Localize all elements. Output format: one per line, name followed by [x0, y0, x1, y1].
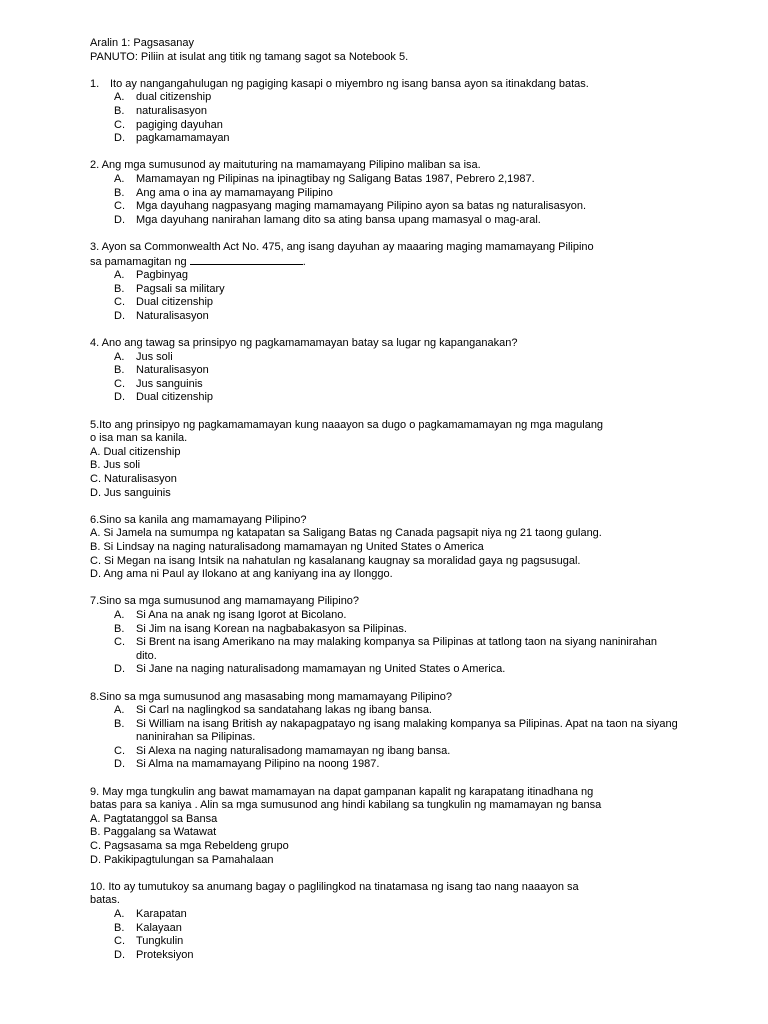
question-10-text-cont: batas.	[90, 894, 120, 907]
question-6	[90, 514, 680, 582]
option-text: pagiging dayuhan	[136, 118, 223, 131]
question-1-stem	[90, 78, 680, 92]
option-letter: D.	[114, 391, 125, 404]
question-2-options	[90, 173, 680, 227]
question-1-options	[90, 91, 680, 145]
option-a	[114, 173, 680, 187]
option-b	[114, 187, 680, 201]
option-d	[114, 132, 680, 146]
option-c: C. Si Megan na isang Intsik na nahatulan ng kasalanang kaugnay sa moralidad gaya ng pagsusugal.	[90, 554, 581, 567]
question-7-text: 7.Sino sa mga sumusunod ang mamamayang Pilipino?	[90, 595, 360, 608]
question-7	[90, 595, 680, 677]
option-text: pagkamamamayan	[136, 132, 230, 145]
option-b	[114, 364, 680, 378]
option-c: C. Naturalisasyon	[90, 473, 177, 485]
option-text: Tungkulin	[136, 935, 184, 948]
option-letter: A.	[114, 269, 125, 282]
option-a	[114, 351, 680, 365]
option-letter: A.	[114, 908, 125, 920]
worksheet-page	[90, 37, 680, 962]
option-d	[114, 663, 680, 677]
option-d	[114, 214, 680, 228]
option-text: Mamamayan ng Pilipinas na ipinagtibay ng Saligang Batas 1987, Pebrero 2,1987.	[136, 172, 535, 185]
option-b	[114, 718, 680, 745]
option-letter: A.	[114, 91, 125, 104]
option-text: Karapatan	[136, 908, 187, 920]
question-5-text: 5.Ito ang prinsipyo ng pagkamamamayan kung naaayon sa dugo o pagkamamamayan ng mga magulang	[90, 418, 604, 431]
question-3	[90, 241, 680, 324]
option-letter: C.	[114, 935, 125, 948]
option-letter: B.	[114, 921, 125, 934]
option-c	[114, 636, 680, 663]
question-4	[90, 337, 680, 405]
option-b	[114, 105, 680, 119]
question-3-end-punct: .	[302, 255, 306, 268]
instruction-text: PANUTO: Piliin at isulat ang titik ng tamang sagot sa Notebook 5.	[90, 50, 409, 63]
question-8-options	[90, 704, 680, 772]
option-text: Jus soli	[136, 350, 173, 363]
option-c	[114, 745, 680, 759]
option-letter: A.	[114, 704, 125, 717]
option-letter: C.	[114, 296, 125, 309]
option-letter: B.	[114, 186, 125, 199]
option-letter: D.	[114, 309, 125, 322]
question-10	[90, 881, 680, 963]
option-text: Si Jim na isang Korean na nagbabakasyon sa Pilipinas.	[136, 622, 407, 635]
question-5-options	[90, 446, 680, 500]
option-c	[114, 296, 680, 310]
worksheet-title: Aralin 1: Pagsasanay	[90, 37, 194, 49]
option-b: B. Jus soli	[90, 459, 141, 472]
option-a	[114, 704, 680, 718]
question-7-options	[90, 609, 680, 677]
option-a: A. Pagtatanggol sa Bansa	[90, 812, 218, 825]
option-d: D. Jus sanguinis	[90, 486, 171, 499]
question-1-number: 1.	[90, 77, 100, 90]
option-c	[114, 378, 680, 392]
question-5	[90, 419, 680, 501]
question-9-text: 9. May mga tungkulin ang bawat mamamayan na dapat gampanan kapalit ng karapatang itinadhana ng	[90, 785, 594, 798]
option-letter: B.	[114, 622, 125, 635]
question-9	[90, 786, 680, 868]
option-b: B. Paggalang sa Watawat	[90, 826, 217, 839]
option-d: D. Ang ama ni Paul ay Ilokano at ang kaniyang ina ay Ilonggo.	[90, 568, 393, 581]
option-c: C. Pagsasama sa mga Rebeldeng grupo	[90, 840, 289, 853]
option-a	[114, 609, 680, 623]
question-6-text: 6.Sino sa kanila ang mamamayang Pilipino?	[90, 513, 307, 526]
option-letter: D.	[114, 132, 125, 145]
option-letter: B.	[114, 364, 125, 377]
option-text: Si Ana na anak ng isang Igorot at Bicolano.	[136, 608, 347, 621]
option-letter: D.	[114, 213, 125, 226]
option-letter: C.	[114, 377, 125, 390]
option-letter: C.	[114, 636, 125, 649]
question-4-text: 4. Ano ang tawag sa prinsipyo ng pagkamamamayan batay sa lugar ng kapanganakan?	[90, 337, 518, 350]
option-letter: B.	[114, 104, 125, 117]
question-2-text: 2. Ang mga sumusunod ay maituturing na mamamayang Pilipino maliban sa isa.	[90, 159, 481, 172]
question-4-options	[90, 351, 680, 405]
option-text: Ang ama o ina ay mamamayang Pilipino	[136, 186, 333, 199]
option-a	[114, 269, 680, 283]
option-d	[114, 758, 680, 772]
question-10-text: 10. Ito ay tumutukoy sa anumang bagay o paglilingkod na tinatamasa ng isang tao nang naaayon sa	[90, 880, 579, 893]
option-text: Mga dayuhang nagpasyang maging mamamayang Pilipino ayon sa batas ng naturalisasyon.	[136, 200, 587, 213]
question-8-text: 8.Sino sa mga sumusunod ang masasabing mong mamamayang Pilipino?	[90, 690, 452, 703]
option-letter: D.	[114, 948, 125, 961]
option-text: Naturalisasyon	[136, 364, 209, 377]
option-letter: A.	[114, 172, 125, 185]
question-5-text-cont: o isa man sa kanila.	[90, 432, 188, 445]
option-text: naturalisasyon	[136, 104, 207, 117]
option-letter: B.	[114, 282, 125, 295]
option-d	[114, 949, 680, 963]
question-9-options	[90, 813, 680, 867]
option-a: A. Dual citizenship	[90, 445, 181, 458]
question-1	[90, 78, 680, 146]
option-text: Proteksiyon	[136, 948, 194, 961]
option-text: Dual citizenship	[136, 391, 214, 404]
option-c	[114, 200, 680, 214]
option-a	[114, 91, 680, 105]
option-text: Si William na isang British ay nakapagpatayo ng isang malaking kompanya sa Pilipinas. Apat na taon na siyang naninirahan sa Pilipinas.	[136, 717, 678, 744]
option-a: A. Si Jamela na sumumpa ng katapatan sa Saligang Batas ng Canada pagsapit niya ng 21 taong gulang.	[90, 527, 602, 540]
option-letter: C.	[114, 744, 125, 757]
option-c	[114, 119, 680, 133]
option-letter: A.	[114, 608, 125, 621]
option-b: B. Si Lindsay na naging naturalisadong mamamayan ng United States o America	[90, 540, 484, 553]
question-8	[90, 691, 680, 773]
option-text: Jus sanguinis	[136, 377, 203, 390]
option-text: Pagbinyag	[136, 269, 188, 282]
option-letter: B.	[114, 717, 125, 730]
option-c	[114, 935, 680, 949]
option-b	[114, 623, 680, 637]
option-letter: C.	[114, 200, 125, 213]
option-letter: A.	[114, 350, 125, 363]
option-text: Kalayaan	[136, 921, 182, 934]
option-letter: D.	[114, 663, 125, 676]
option-text: Si Carl na naglingkod sa sandatahang lakas ng ibang bansa.	[136, 704, 432, 717]
question-2	[90, 159, 680, 227]
option-text: Naturalisasyon	[136, 309, 209, 322]
option-text: Mga dayuhang nanirahan lamang dito sa ating bansa upang mamasyal o mag-aral.	[136, 213, 541, 226]
option-b	[114, 922, 680, 936]
option-letter: C.	[114, 118, 125, 131]
question-3-cont-text: sa pamamagitan ng	[90, 255, 187, 268]
question-3-text: 3. Ayon sa Commonwealth Act No. 475, ang isang dayuhan ay maaaring maging mamamayang Pilipino	[90, 240, 594, 253]
option-text: Dual citizenship	[136, 296, 214, 309]
question-10-options	[90, 908, 680, 962]
option-text: Si Jane na naging naturalisadong mamamayan ng United States o America.	[136, 663, 506, 676]
question-6-options	[90, 527, 680, 581]
option-d	[114, 391, 680, 405]
option-text: Pagsali sa military	[136, 282, 225, 295]
option-text: Si Alexa na naging naturalisadong mamamayan ng ibang bansa.	[136, 744, 451, 757]
option-text: Si Alma na mamamayang Pilipino na noong 1987.	[136, 758, 380, 771]
option-d: D. Pakikipagtulungan sa Pamahalaan	[90, 853, 274, 866]
question-3-text-cont	[90, 255, 680, 270]
option-text: dual citizenship	[136, 91, 212, 104]
option-b	[114, 283, 680, 297]
option-letter: D.	[114, 758, 125, 771]
option-text: Si Brent na isang Amerikano na may malaking kompanya sa Pilipinas at tatlong taon na siyang naninirahan dito.	[136, 636, 657, 662]
question-3-options	[90, 269, 680, 323]
option-d	[114, 310, 680, 324]
option-a	[114, 908, 680, 922]
answer-blank-line	[190, 255, 303, 265]
question-1-text: Ito ay nangangahulugan ng pagiging kasapi o miyembro ng isang bansa ayon sa itinakdang batas.	[110, 77, 589, 90]
question-9-text-cont: batas para sa kaniya . Alin sa mga sumusunod ang hindi kabilang sa tungkulin ng mamamayan ng bansa	[90, 799, 602, 812]
